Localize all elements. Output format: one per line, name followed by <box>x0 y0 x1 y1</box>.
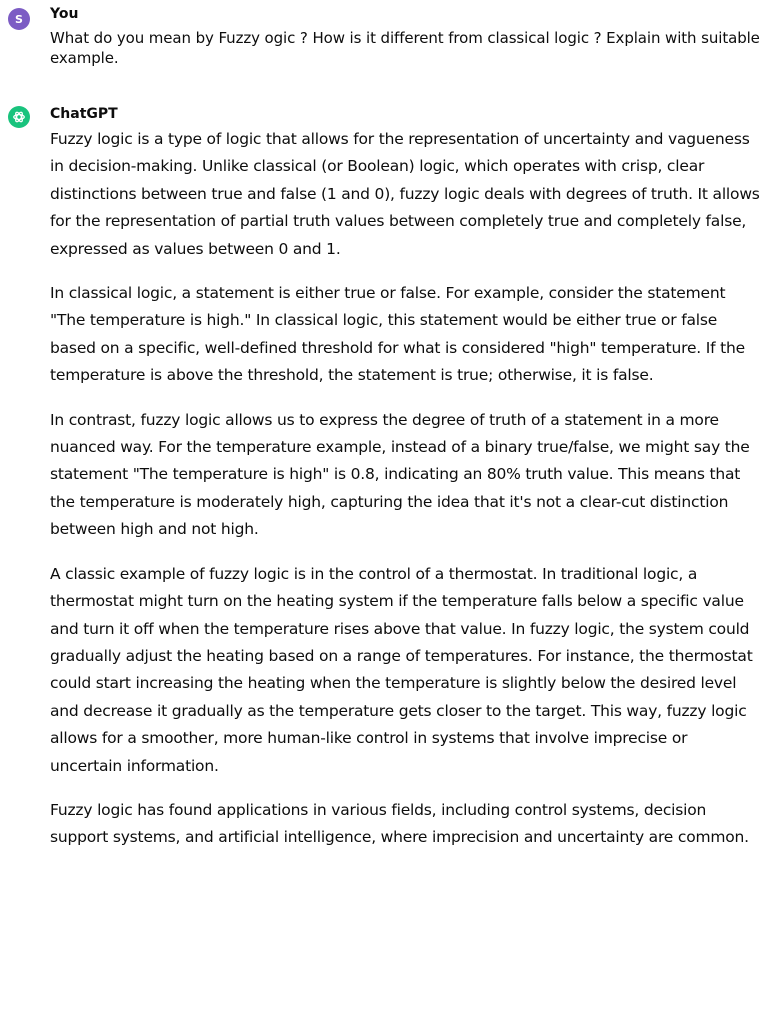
response-paragraph: Fuzzy logic is a type of logic that allows for the representation of uncertainty and vagueness in decision-making. Unlike classical (or Boolean) logic, which operates with crisp, clear distinctions between true and false (1 and 0), fuzzy logic deals with degrees of truth. It allows for the representation of partial truth values between completely true and completely false, expressed as values between 0 and 1. <box>50 130 760 258</box>
user-avatar <box>8 8 30 30</box>
user-sender-name: You <box>50 6 79 22</box>
user-prompt-text: What do you mean by Fuzzy ogic ? How is it different from classical logic ? Explain with suitable example. <box>50 29 760 67</box>
chatgpt-avatar <box>8 106 30 128</box>
response-paragraph: A classic example of fuzzy logic is in the control of a thermostat. In traditional logic, a thermostat might turn on the heating system if the temperature falls below a specific value and turn it off when the temperature rises above that value. In fuzzy logic, the system could gradually adjust the heating based on a range of temperatures. For instance, the thermostat could start increasing the heating when the temperature is slightly below the desired level and decrease it gradually as the temperature gets closer to the target. This way, fuzzy logic allows for a smoother, more human-like control in systems that involve imprecise or uncertain information. <box>50 564 753 775</box>
assistant-response <box>50 126 762 852</box>
response-paragraph: Fuzzy logic has found applications in various fields, including control systems, decision support systems, and artificial intelligence, where imprecision and uncertainty are common. <box>50 800 749 847</box>
response-paragraph: In classical logic, a statement is either true or false. For example, consider the statement "The temperature is high." In classical logic, this statement would be either true or false based on a specific, well-defined threshold for what is considered "high" temperature. If the temperature is above the threshold, the statement is true; otherwise, it is false. <box>50 284 745 385</box>
user-avatar-letter: S <box>15 12 23 26</box>
assistant-sender-name: ChatGPT <box>50 106 118 122</box>
openai-logo-icon <box>12 110 26 124</box>
response-paragraph: In contrast, fuzzy logic allows us to express the degree of truth of a statement in a more nuanced way. For the temperature example, instead of a binary true/false, we might say the statement "The temperature is high" is 0.8, indicating an 80% truth value. This means that the temperature is moderately high, capturing the idea that it's not a clear-cut distinction between high and not high. <box>50 410 750 539</box>
